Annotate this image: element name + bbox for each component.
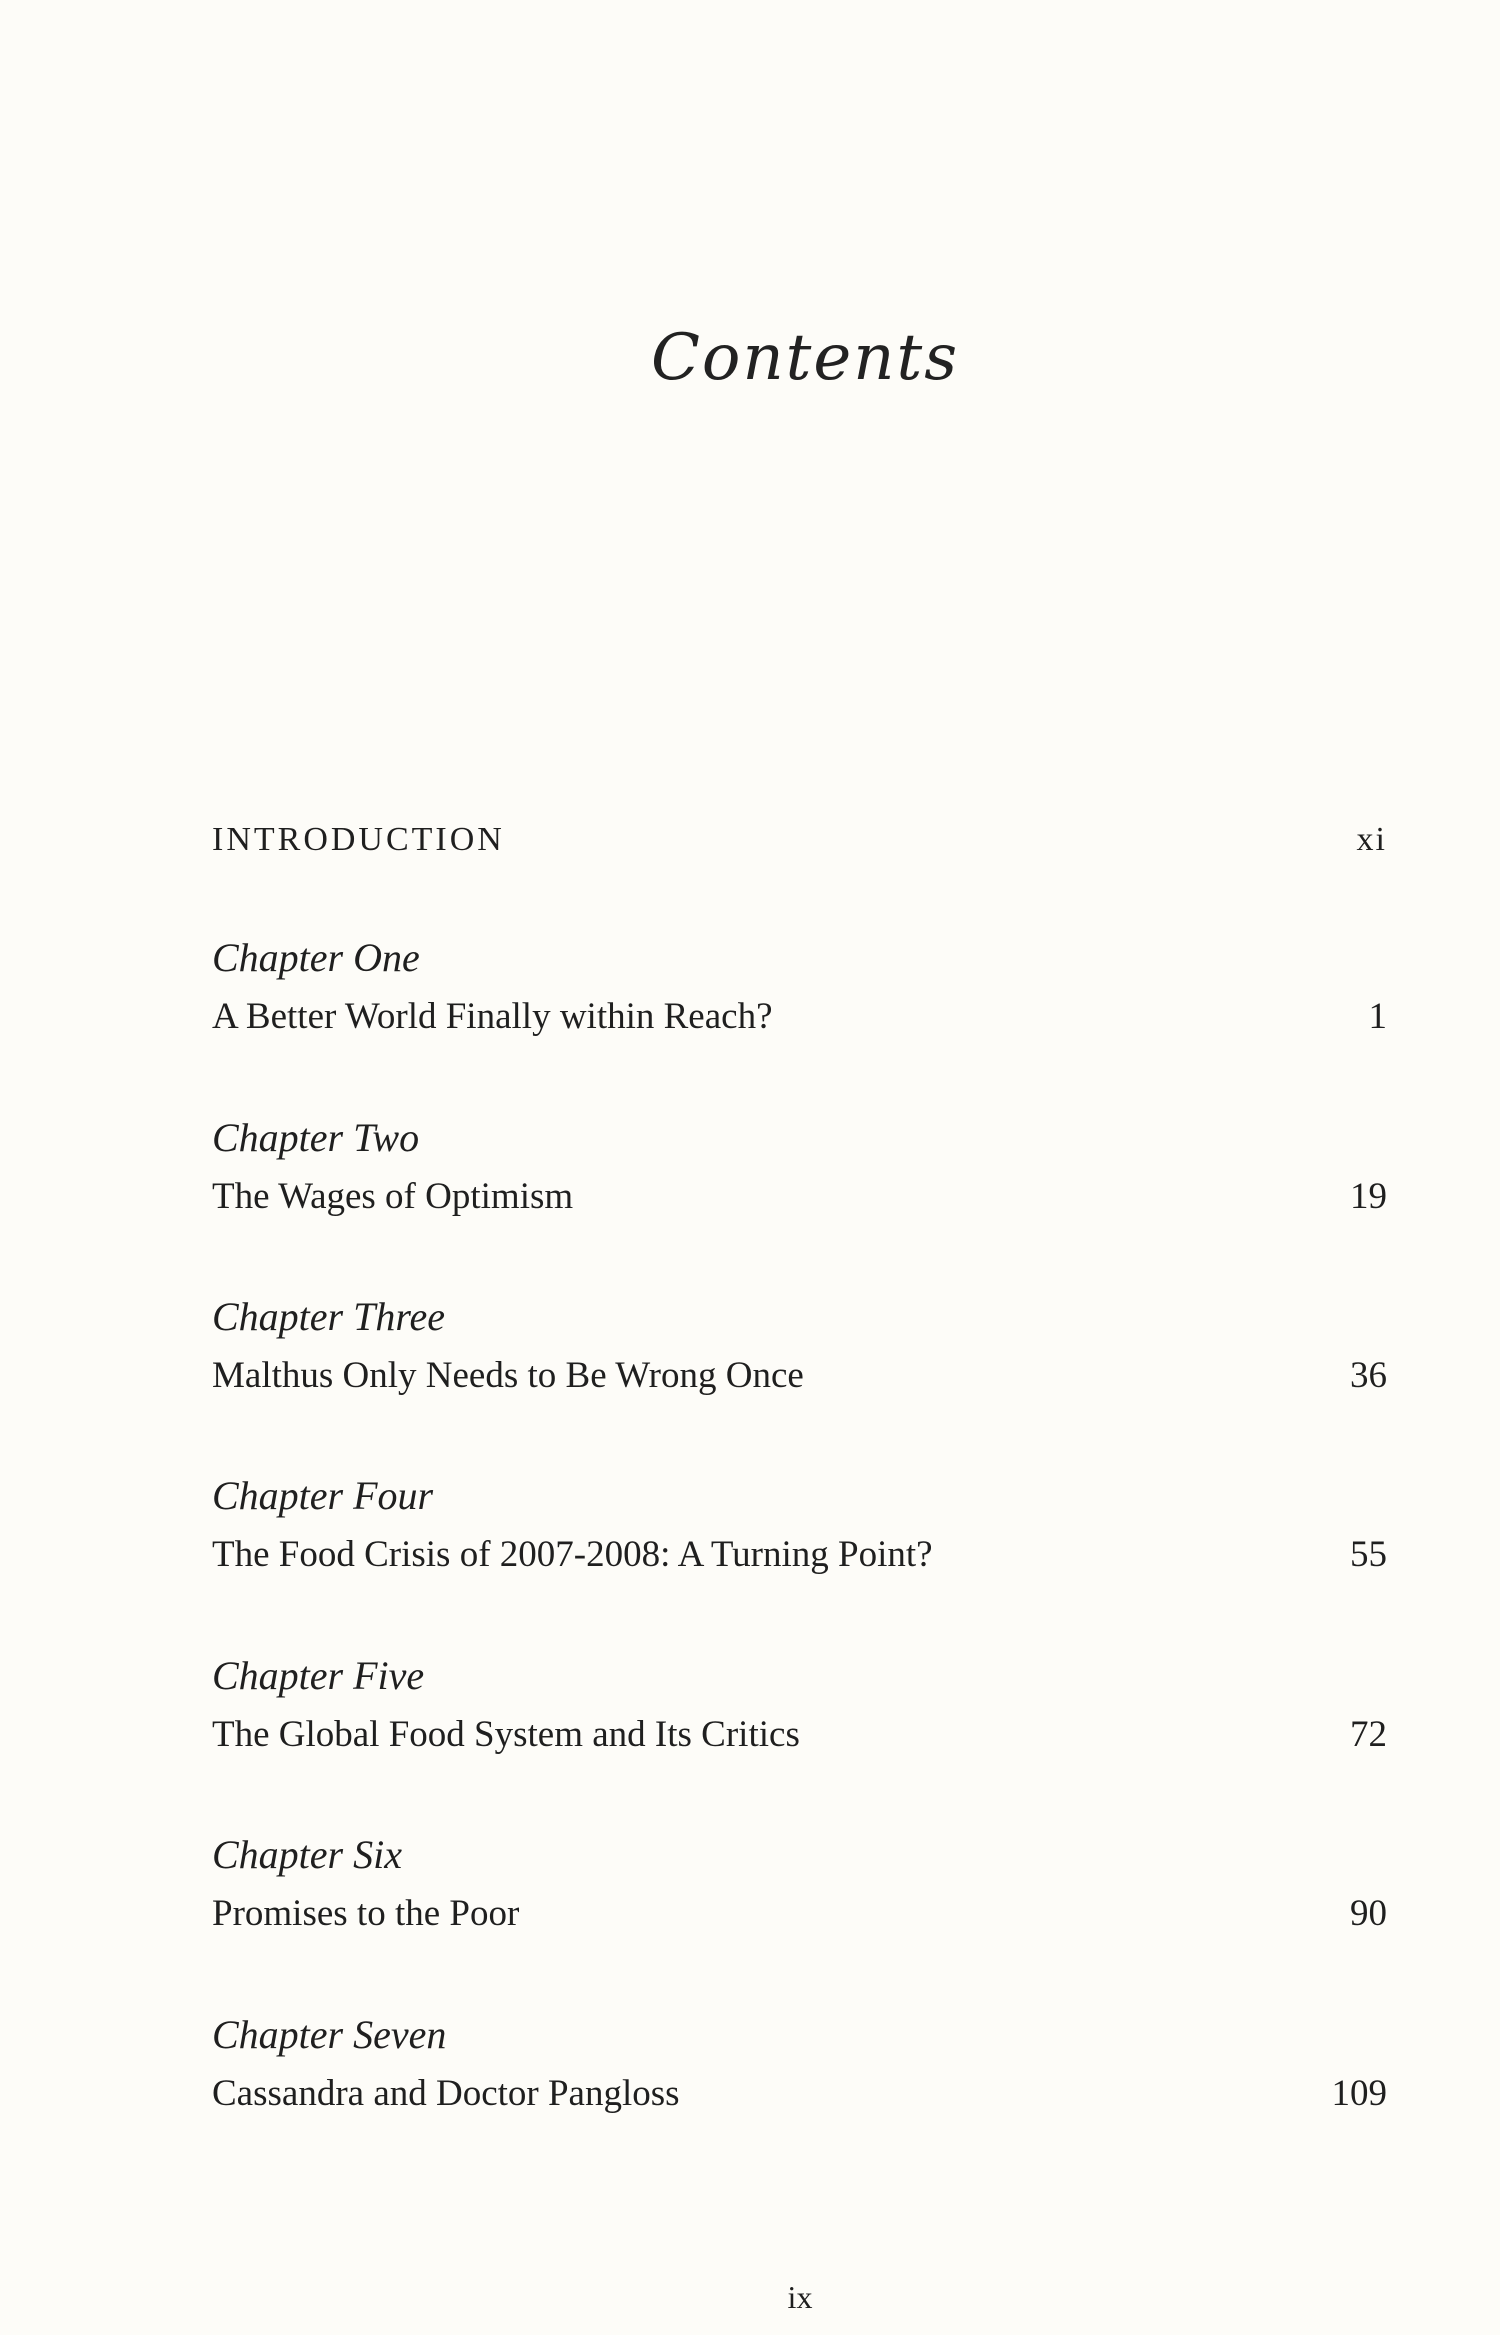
chapter-title: The Food Crisis of 2007-2008: A Turning Point? [212, 1534, 933, 1575]
chapter-title: Malthus Only Needs to Be Wrong Once [212, 1355, 804, 1396]
page-number-folio: ix [787, 2279, 813, 2315]
chapter-title: A Better World Finally within Reach? [212, 996, 773, 1037]
entry-page-number: 109 [1331, 2073, 1387, 2114]
chapter-title: The Global Food System and Its Critics [212, 1714, 800, 1755]
entry-label: INTRODUCTION [212, 821, 505, 858]
chapter-label: Chapter Two [212, 1115, 420, 1160]
page-title: Contents [650, 321, 960, 395]
chapter-label: Chapter Five [212, 1653, 425, 1698]
entry-page-number: 72 [1350, 1714, 1387, 1755]
chapter-label: Chapter Three [212, 1294, 445, 1339]
entry-page-number: 36 [1350, 1355, 1387, 1396]
entry-page-number: 55 [1350, 1534, 1387, 1575]
chapter-title: Cassandra and Doctor Pangloss [212, 2073, 680, 2114]
chapter-title: The Wages of Optimism [212, 1176, 574, 1217]
chapter-label: Chapter Six [212, 1832, 402, 1877]
entry-page-number: 1 [1368, 996, 1387, 1037]
entry-page-number: xi [1356, 821, 1387, 858]
chapter-title: Promises to the Poor [212, 1893, 520, 1934]
entry-page-number: 90 [1350, 1893, 1387, 1934]
chapter-label: Chapter Seven [212, 2012, 447, 2057]
chapter-label: Chapter One [212, 935, 420, 980]
entry-page-number: 19 [1350, 1176, 1387, 1217]
chapter-label: Chapter Four [212, 1473, 434, 1518]
